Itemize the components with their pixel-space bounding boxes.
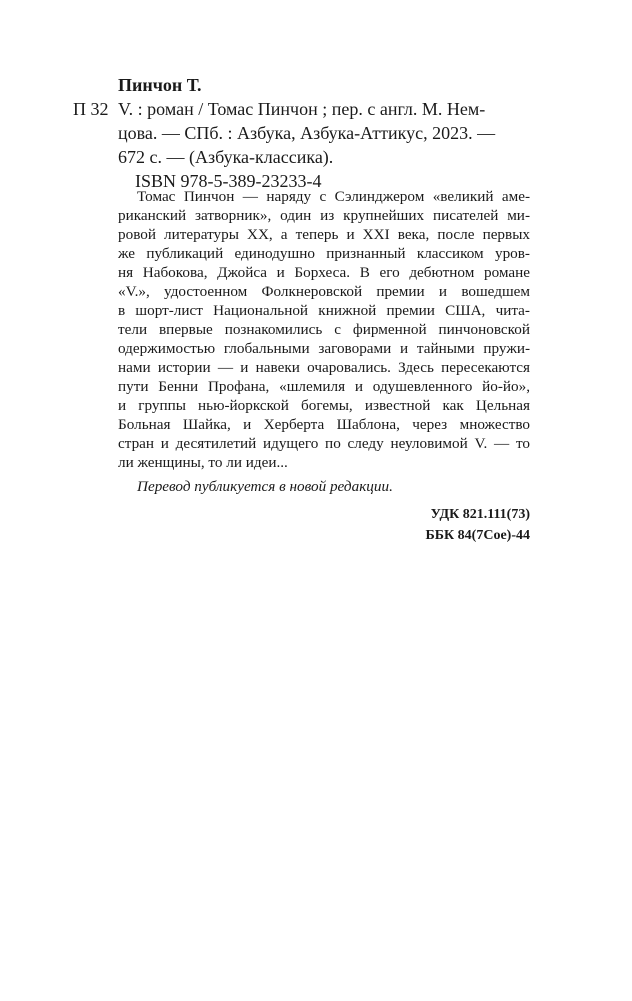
author-heading: Пинчон Т.: [118, 75, 202, 95]
annotation-line: ровой литературы XX, а теперь и XXI века, после первых: [118, 226, 530, 243]
annotation-line: «V.», удостоенном Фолкнеровской премии и вошедшем: [118, 283, 530, 300]
bbk-code: ББК 84(7Сое)-44: [425, 528, 530, 543]
bibliographic-line: 672 с. — (Азбука-классика).: [118, 147, 334, 167]
classification-code: П 32: [73, 99, 109, 119]
annotation-line: стран и десятилетий идущего по следу неуловимой V. — то: [118, 435, 530, 452]
annotation-line: одержимостью глобальными заговорами и тайными пружи-: [118, 340, 530, 357]
annotation-line: пути Бенни Профана, «шлемиля и одушевленного йо-йо»,: [118, 378, 530, 395]
annotation-line: ли женщины, то ли идеи...: [118, 454, 288, 471]
annotation-line: же публикаций единодушно признанный классиком уров-: [118, 245, 530, 262]
annotation-line: нами истории — и навеки очаровались. Здесь пересекаются: [118, 359, 530, 376]
annotation-line: риканский затворник», один из крупнейших писателей ми-: [118, 207, 530, 224]
udk-code: УДК 821.111(73): [430, 507, 530, 522]
annotation-line: тели впервые познакомились с фирменной пинчоновской: [118, 321, 530, 338]
annotation-line: и группы нью-йоркской богемы, известной как Цельная: [118, 397, 530, 414]
annotation-line: ня Набокова, Джойса и Борхеса. В его дебютном романе: [118, 264, 530, 281]
isbn: ISBN 978-5-389-23233-4: [135, 171, 322, 191]
bibliographic-line: V. : роман / Томас Пинчон ; пер. с англ. М. Нем-: [118, 99, 486, 119]
annotation-line: Томас Пинчон — наряду с Сэлинджером «великий аме-: [137, 188, 530, 205]
bibliographic-line: цова. — СПб. : Азбука, Азбука-Аттикус, 2023. —: [118, 123, 496, 143]
annotation-line: Больная Шайка, и Херберта Шаблона, через множество: [118, 416, 530, 433]
annotation-line: в шорт-лист Национальной книжной премии США, чита-: [118, 302, 530, 319]
translation-note: Перевод публикуется в новой редакции.: [137, 478, 393, 495]
